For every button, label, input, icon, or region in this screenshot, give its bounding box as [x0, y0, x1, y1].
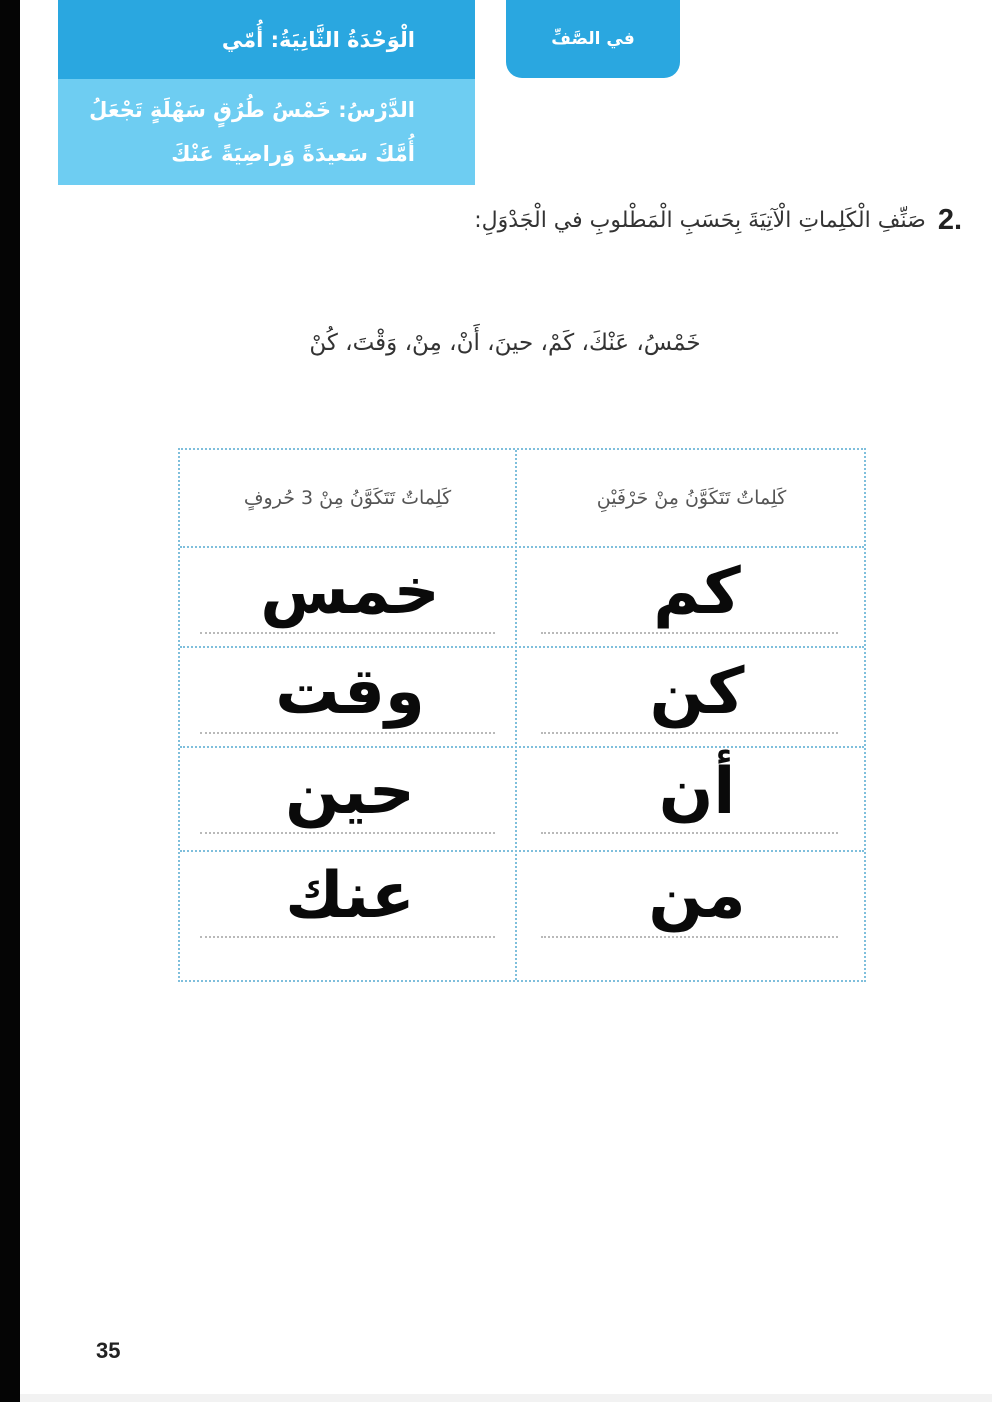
answer-cell [180, 548, 515, 648]
lesson-title: الدَّرْسُ: خَمْسُ طُرُقٍ سَهْلَةٍ تَجْعَلُ أُمَّكَ سَعيدَةً وَراضِيَةً عَنْكَ [89, 98, 415, 166]
question-prompt [474, 198, 962, 242]
writing-line [541, 632, 838, 634]
classification-table [178, 448, 866, 982]
header-two-letters: كَلِماتٌ تَتَكَوَّنُ مِنْ حَرْفَيْنِ [596, 487, 787, 509]
writing-line [200, 632, 495, 634]
answer-cell [517, 852, 866, 952]
answer-word: أن [658, 755, 736, 829]
question-text: صَنِّفِ الْكَلِماتِ الْآتِيَةَ بِحَسَبِ الْمَطْلوبِ في الْجَدْوَلِ: [474, 207, 926, 233]
unit-title: الْوَحْدَةُ الثَّانِيَةُ: أُمّي [221, 27, 415, 52]
answer-word: من [648, 859, 746, 933]
writing-line [200, 732, 495, 734]
writing-line [200, 832, 495, 834]
class-tab-label: في الصَّفِّ [551, 29, 635, 49]
unit-title-band [58, 0, 475, 79]
answer-word: حين [285, 755, 415, 829]
word-list: خَمْسُ، عَنْكَ، كَمْ، حينَ، أَنْ، مِنْ، وَقْتَ، كُنْ [309, 330, 701, 356]
answer-cell [517, 648, 866, 748]
writing-line [200, 936, 495, 938]
lesson-title-band [58, 79, 475, 185]
writing-line [541, 936, 838, 938]
answer-cell [517, 748, 866, 848]
answer-word: خمس [260, 555, 440, 629]
page-number: 35 [96, 1338, 121, 1363]
page-edge-bar [0, 0, 20, 1402]
answer-word: كم [653, 555, 741, 629]
answer-cell [180, 648, 515, 748]
answer-cell [180, 852, 515, 952]
answer-cell [180, 748, 515, 848]
header-three-letters: كَلِماتٌ تَتَكَوَّنُ مِنْ 3 حُروفٍ [243, 487, 452, 509]
unit-header-box [58, 0, 475, 185]
question-number: 2. [937, 203, 962, 236]
answer-cell [517, 548, 866, 648]
answer-word: كن [649, 655, 745, 729]
writing-line [541, 732, 838, 734]
answer-word: وقت [275, 655, 425, 729]
class-tab [506, 0, 680, 78]
page-bottom-strip [20, 1394, 992, 1402]
answer-word: عنك [285, 859, 415, 933]
writing-line [541, 832, 838, 834]
